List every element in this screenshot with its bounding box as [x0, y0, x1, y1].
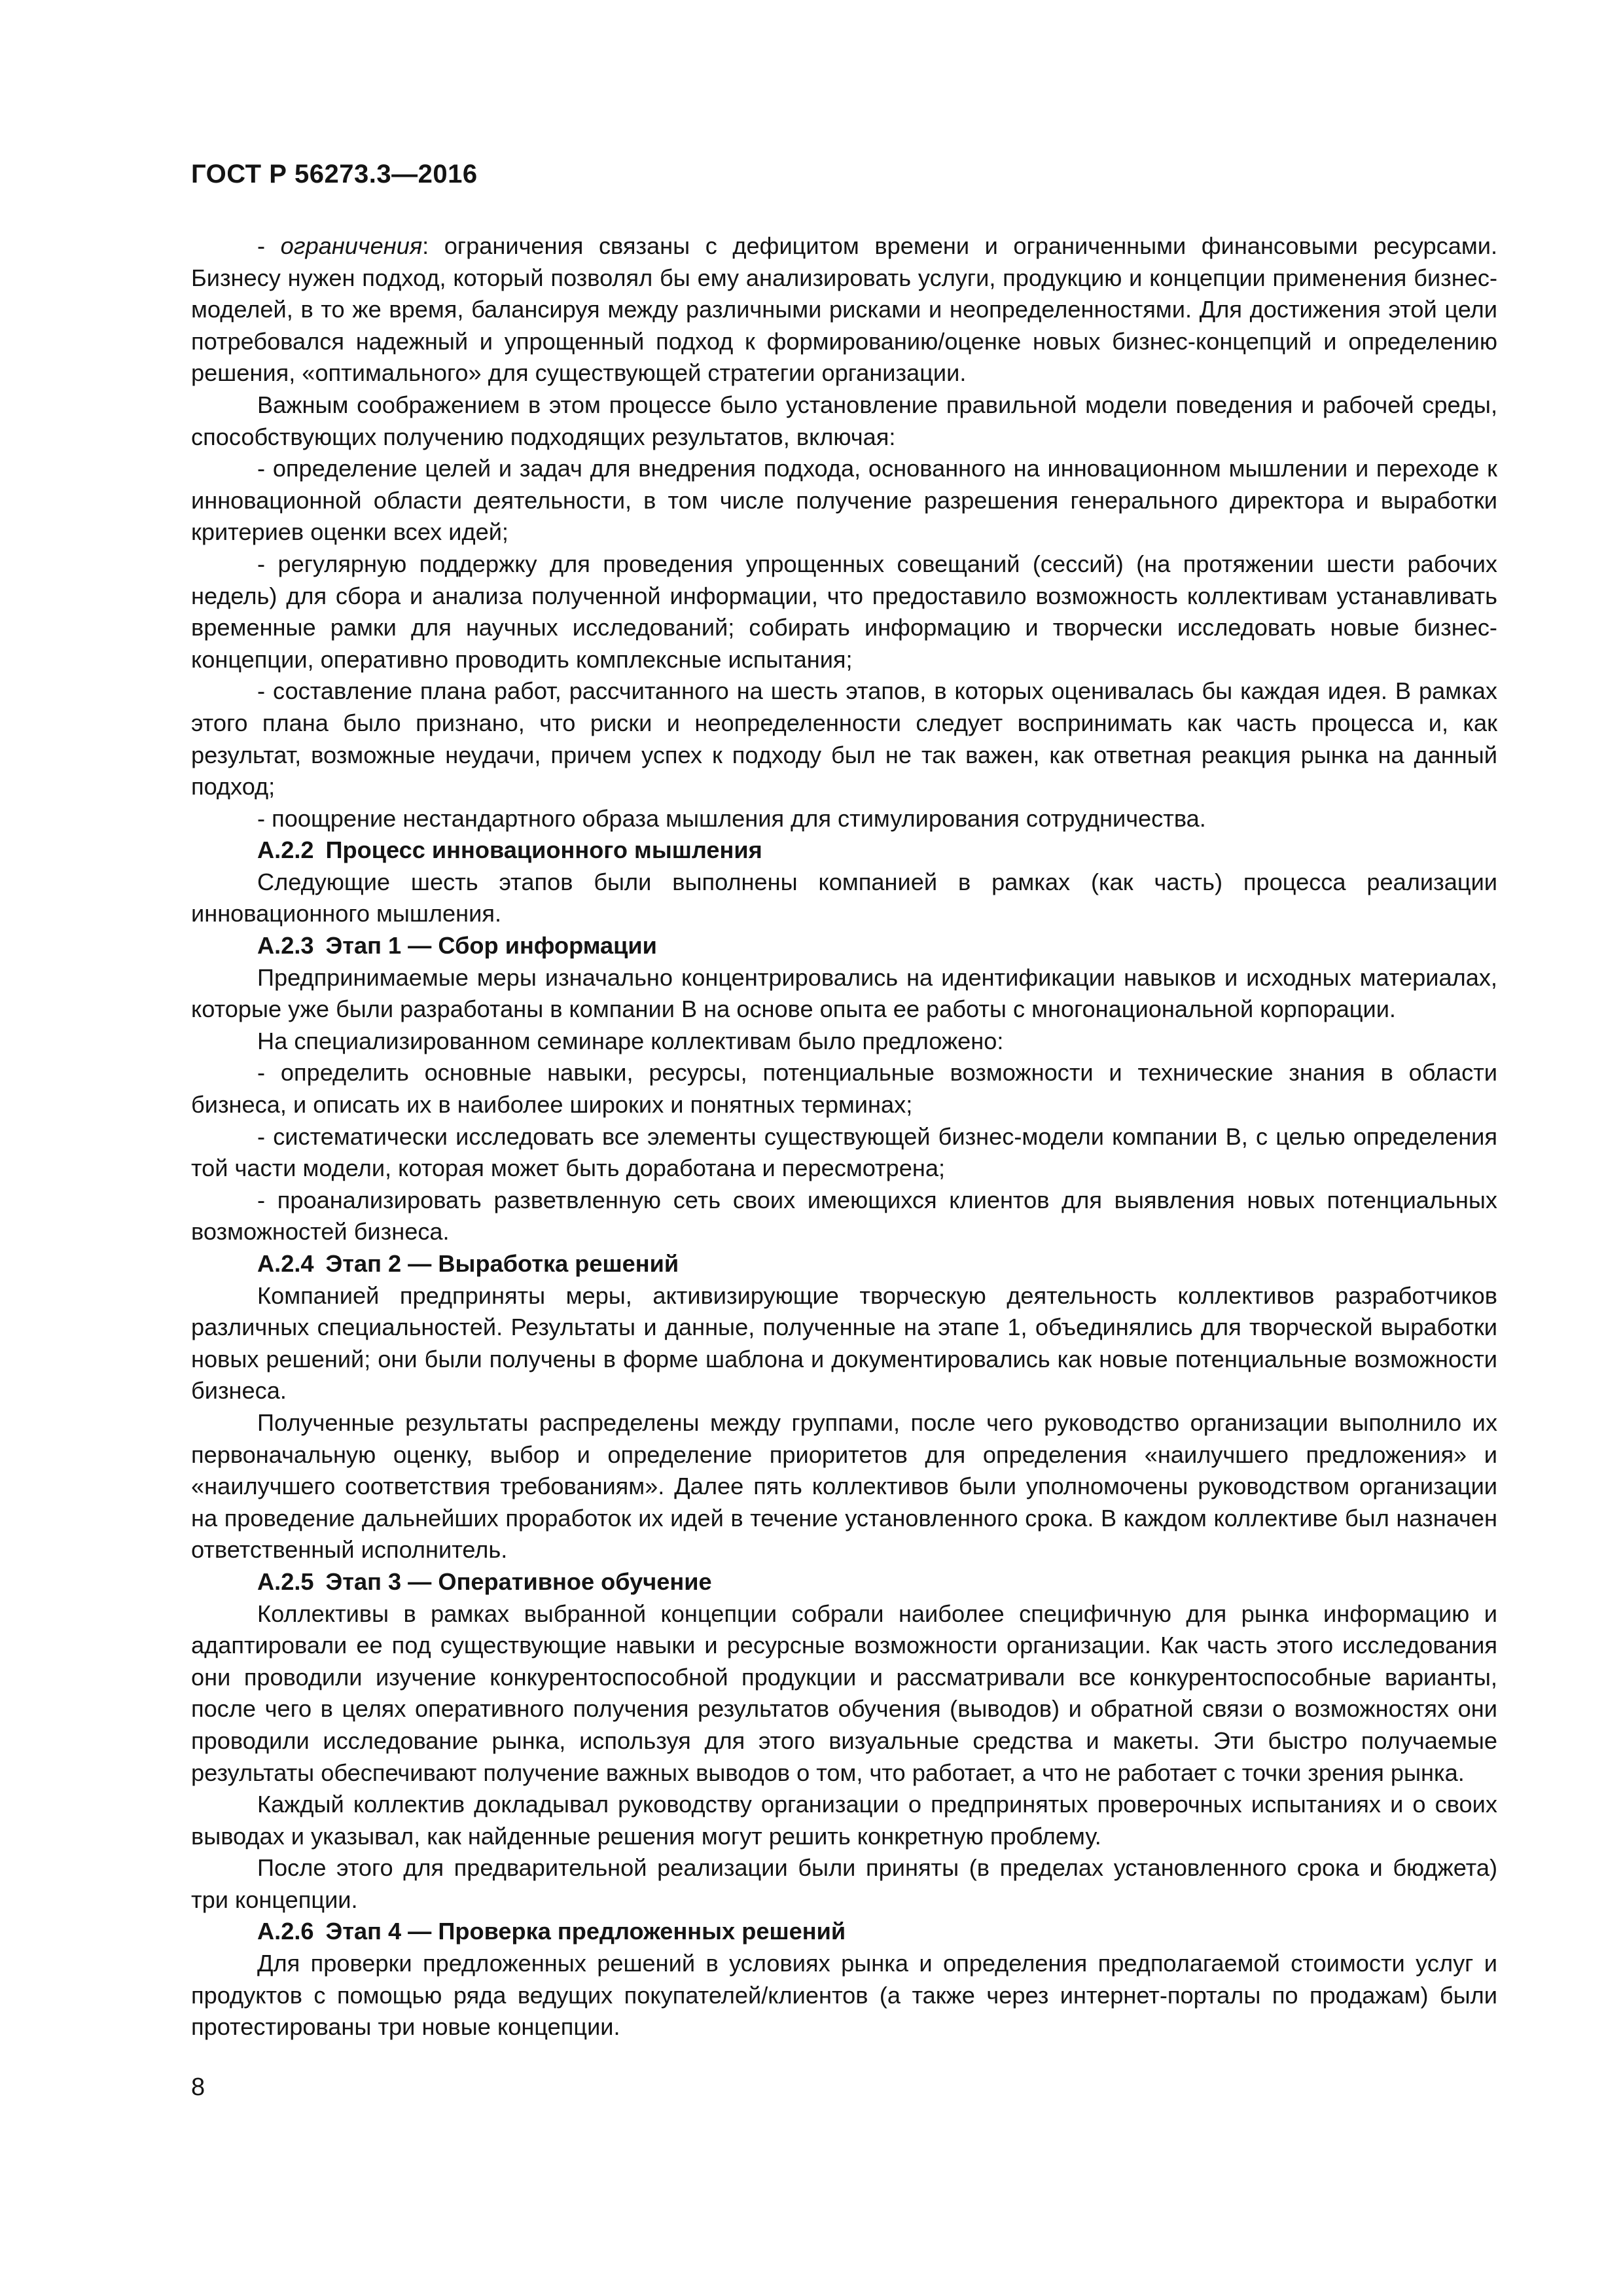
- section-number: А.2.3: [257, 932, 314, 960]
- paragraph: Полученные результаты распределены между группами, после чего руководство организации выполнило их первоначальную оценку, выбор и определение приоритетов для определения «наилучшего предложения» и «наилучшего соответствия требованиям». Далее пять коллективов были уполномочены руководством организации на проведение дальнейших проработок их идей в течение установленного срока. В каждом коллективе был назначен ответственный исполнитель.: [191, 1408, 1497, 1564]
- list-item: - регулярную поддержку для проведения упрощенных совещаний (сессий) (на протяжении шести рабочих недель) для сбора и анализа полученной информации, что предоставило возможность коллективам устанавливать временные рамки для научных исследований; собирать информацию и творчески исследовать новые бизнес-концепции, оперативно проводить комплексные испытания;: [191, 550, 1497, 673]
- section-heading-a25: [191, 1566, 1497, 1598]
- paragraph: Каждый коллектив докладывал руководству организации о предпринятых проверочных испытаниях и о своих выводах и указывал, как найденные решения могут решить конкретную проблему.: [191, 1791, 1497, 1850]
- paragraph-lead: ограничения: [280, 232, 423, 259]
- page-number: 8: [191, 2073, 205, 2101]
- paragraph: Для проверки предложенных решений в условиях рынка и определения предполагаемой стоимости услуг и продуктов с помощью ряда ведущих покупателей/клиентов (а также через интернет-порталы по продажам) были протестированы три новые концепции.: [191, 1950, 1497, 2041]
- section-number: А.2.6: [257, 1918, 314, 1945]
- paragraph: - ограничения: ограничения связаны с дефицитом времени и ограниченными финансовыми ресурсами. Бизнесу нужен подход, который позволял бы ему анализировать услуги, продукцию и концепции применения бизнес-моделей, в то же время, балансируя между различными рисками и неопределенностями. Для достижения этой цели потребовался надежный и упрощенный подход к формированию/оценке новых бизнес-концепций и определению решения, «оптимального» для существующей стратегии организации.: [191, 232, 1498, 387]
- section-heading-a24: [191, 1248, 1497, 1280]
- list-item: - составление плана работ, рассчитанного на шесть этапов, в которых оценивалась бы каждая идея. В рамках этого плана было признано, что риски и неопределенности следует воспринимать как часть процесса и, как результат, возможные неудачи, причем успех к подходу был не так важен, как ответная реакция рынка на данный подход;: [191, 677, 1497, 800]
- paragraph: Компанией предприняты меры, активизирующие творческую деятельность коллективов разработчиков различных специальностей. Результаты и данные, полученные на этапе 1, объединялись для творческой выработки новых решений; они были получены в форме шаблона и документировались как новые потенциальные возможности бизнеса.: [191, 1282, 1497, 1405]
- list-item: - определение целей и задач для внедрения подхода, основанного на инновационном мышлении и переходе к инновационной области деятельности, в том числе получение разрешения генерального директора и выработки критериев оценки всех идей;: [191, 455, 1497, 546]
- paragraph: После этого для предварительной реализации были приняты (в пределах установленного срока и бюджета) три концепции.: [191, 1854, 1497, 1913]
- section-number: А.2.2: [257, 836, 314, 864]
- paragraph: Предпринимаемые меры изначально концентрировались на идентификации навыков и исходных материалах, которые уже были разработаны в компании В на основе опыта ее работы с многонациональной корпорации.: [191, 963, 1497, 1023]
- paragraph: Коллективы в рамках выбранной концепции собрали наиболее специфичную для рынка информацию и адаптировали ее под существующие навыки и ресурсные возможности организации. Как часть этого исследования они проводили изучение конкурентоспособной продукции и рассматривали все конкурентоспособные варианты, после чего в целях оперативного получения результатов обучения (выводов) и обратной связи о возможностях они проводили исследование рынка, используя для этого визуальные средства и макеты. Эти быстро получаемые результаты обеспечивают получение важных выводов о том, что работает, а что не работает с точки зрения рынка.: [191, 1600, 1497, 1786]
- section-number: А.2.5: [257, 1568, 314, 1595]
- section-heading-a22: [191, 834, 1497, 867]
- section-heading-a23: [191, 930, 1497, 962]
- paragraph: Следующие шесть этапов были выполнены компанией в рамках (как часть) процесса реализации инновационного мышления.: [191, 868, 1497, 927]
- list-item: - систематически исследовать все элементы существующей бизнес-модели компании В, с целью определения той части модели, которая может быть доработана и пересмотрена;: [191, 1122, 1497, 1182]
- list-item: - определить основные навыки, ресурсы, потенциальные возможности и технические знания в области бизнеса, и описать их в наиболее широких и понятных терминах;: [191, 1059, 1497, 1119]
- list-item: - поощрение нестандартного образа мышления для стимулирования сотрудничества.: [257, 804, 1206, 832]
- paragraph: Важным соображением в этом процессе было установление правильной модели поведения и рабочей среды, способствующих получению подходящих результатов, включая:: [191, 391, 1497, 450]
- section-title: Этап 3 — Оперативное обучение: [325, 1568, 712, 1595]
- section-heading-a26: [191, 1916, 1497, 1948]
- section-title: Процесс инновационного мышления: [325, 836, 762, 864]
- section-title: Этап 4 — Проверка предложенных решений: [325, 1918, 846, 1945]
- paragraph-text: : ограничения связаны с дефицитом времени и ограниченными финансовыми ресурсами. Бизнесу нужен подход, который позволял бы ему анализировать услуги, продукцию и концепции применения бизнес-моделей, в то же время, балансируя между различными рисками и неопределенностями. Для достижения этой цели потребовался надежный и упрощенный подход к формированию/оценке новых бизнес-концепций и определению решения, «оптимального» для существующей стратегии организации.: [191, 232, 1498, 387]
- document-body: [191, 230, 1497, 2043]
- section-title: Этап 1 — Сбор информации: [325, 932, 657, 960]
- paragraph: На специализированном семинаре коллективам было предложено:: [257, 1027, 1004, 1054]
- section-number: А.2.4: [257, 1250, 314, 1277]
- section-title: Этап 2 — Выработка решений: [325, 1250, 679, 1277]
- document-header: ГОСТ Р 56273.3—2016: [191, 160, 478, 188]
- list-item: - проанализировать разветвленную сеть своих имеющихся клиентов для выявления новых потенциальных возможностей бизнеса.: [191, 1186, 1497, 1246]
